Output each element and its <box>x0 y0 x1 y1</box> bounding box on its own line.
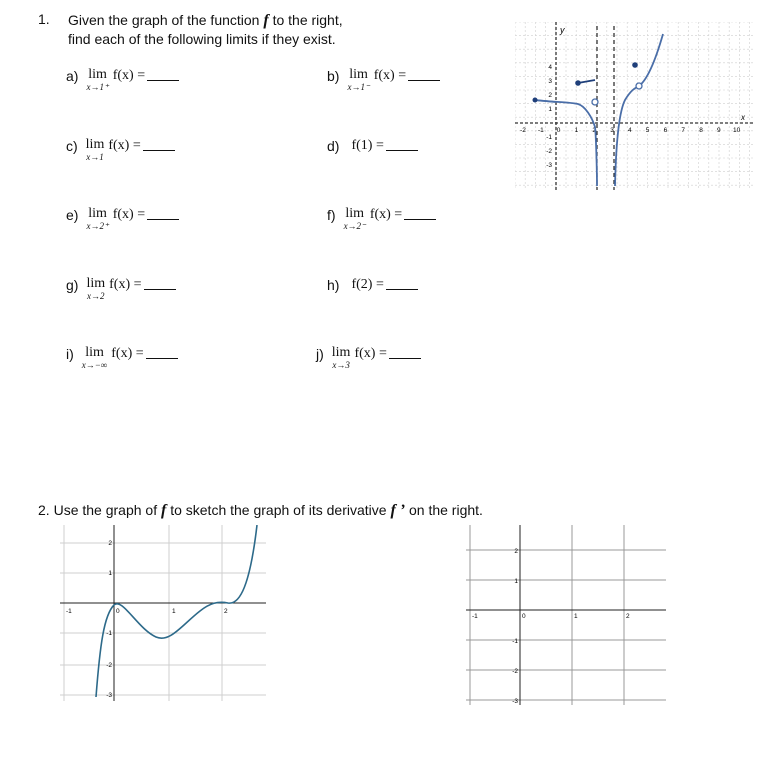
limit-operator <box>82 346 107 370</box>
y-tick-label: -2 <box>106 662 112 669</box>
x-tick-label: 10 <box>732 127 741 134</box>
answer-blank[interactable] <box>146 346 178 359</box>
x-tick-label: 0 <box>556 127 561 134</box>
part-label: h) <box>327 277 340 293</box>
x-tick-label: 0 <box>116 608 120 615</box>
y-tick-label: -2 <box>512 668 518 675</box>
graph-limits-y-label: y <box>560 25 565 35</box>
y-tick-label: -1 <box>546 134 552 141</box>
y-tick-label: -3 <box>512 698 518 705</box>
answer-blank[interactable] <box>408 68 440 81</box>
limit-word: lim <box>349 67 368 82</box>
limit-word: lim <box>85 345 104 360</box>
answer-blank[interactable] <box>147 68 179 81</box>
y-tick-label: -3 <box>546 162 552 169</box>
x-tick-label: -1 <box>537 127 544 134</box>
q1-part <box>66 346 178 370</box>
graph-limits-filled-point-upper <box>575 80 581 86</box>
part-expression: f(x) = <box>109 277 142 292</box>
graph-f <box>60 525 266 701</box>
part-expression: f(x) = <box>373 68 407 83</box>
q2-text-pre: Use the graph of <box>53 502 158 518</box>
q2-prompt <box>38 501 598 520</box>
x-tick-label: 1 <box>574 127 579 134</box>
x-tick-label: 2 <box>626 613 630 620</box>
graph-f-tick-labels <box>66 540 228 699</box>
answer-blank[interactable] <box>386 277 418 290</box>
graph-limits-x-label: x <box>741 113 745 122</box>
x-tick-label: -1 <box>472 613 478 620</box>
q1-part <box>66 138 175 162</box>
limit-word: lim <box>345 206 365 221</box>
q1-part <box>66 68 179 92</box>
q2-text-mid: to sketch the graph of its derivative <box>170 502 387 518</box>
part-label: j) <box>316 346 324 362</box>
q1-text-line1: Given the graph of the function <box>68 12 260 28</box>
q1-part <box>316 346 421 370</box>
q2-text-end: on the right. <box>408 502 483 518</box>
part-label: a) <box>66 68 79 84</box>
q1-part <box>327 207 436 231</box>
y-tick-label: 1 <box>108 570 112 577</box>
graph-derivative-tick-labels <box>472 548 630 705</box>
y-tick-label: 1 <box>548 106 552 113</box>
answer-blank[interactable] <box>144 277 176 290</box>
part-label: d) <box>327 138 340 154</box>
q1-part <box>327 138 418 154</box>
part-label: i) <box>66 346 74 362</box>
x-tick-label: 2 <box>224 608 228 615</box>
x-tick-label: 0 <box>522 613 526 620</box>
q1-part <box>327 68 440 92</box>
q1-text-line2: find each of the following limits if they exist. <box>68 31 336 47</box>
x-tick-label: 6 <box>663 127 668 134</box>
y-tick-label: 2 <box>548 92 552 99</box>
part-expression: f(x) = <box>112 68 146 83</box>
x-tick-label: 5 <box>645 127 650 134</box>
answer-blank[interactable] <box>389 346 421 359</box>
part-expression: f(x) = <box>354 346 387 361</box>
x-tick-label: -2 <box>520 127 526 134</box>
y-tick-label: 1 <box>514 578 518 585</box>
limit-word: lim <box>331 345 351 360</box>
limit-operator <box>86 207 108 231</box>
limit-subscript: x→2⁻ <box>343 221 366 231</box>
part-label: b) <box>327 68 340 84</box>
x-tick-label: -1 <box>66 608 72 615</box>
x-tick-label: 7 <box>681 127 686 134</box>
y-tick-label: 2 <box>108 540 112 547</box>
part-expression: f(x) = <box>112 207 146 222</box>
part-label: g) <box>66 277 79 293</box>
graph-limits-curve-right <box>615 34 663 186</box>
part-label: c) <box>66 138 78 154</box>
y-tick-label: -1 <box>512 638 518 645</box>
x-tick-label: 9 <box>716 127 721 134</box>
limit-operator <box>86 138 105 162</box>
q2-number: 2. <box>38 502 50 518</box>
q1-text-line1-end: to the right, <box>272 12 343 28</box>
graph-f-curve <box>96 525 257 697</box>
x-tick-label: 4 <box>627 127 632 134</box>
limit-operator <box>347 68 369 92</box>
limit-operator <box>332 346 351 370</box>
q1-function-name: f <box>263 12 269 29</box>
graph-limits-tick-labels <box>520 64 740 169</box>
graph-limits-filled-point-left <box>533 98 538 103</box>
limit-subscript: x→3 <box>332 360 350 370</box>
x-tick-label: 3 <box>610 127 614 134</box>
graph-limits-open-point-right <box>636 83 642 89</box>
part-expression: f(1) = <box>351 138 384 153</box>
answer-blank[interactable] <box>386 138 418 151</box>
q1-part <box>66 207 179 231</box>
part-expression: f(x) = <box>369 207 403 222</box>
limit-operator <box>344 207 366 231</box>
q1-part <box>66 277 176 301</box>
y-tick-label: -2 <box>546 148 552 155</box>
limit-word: lim <box>86 276 106 291</box>
part-label: f) <box>327 207 336 223</box>
limit-subscript: x→−∞ <box>81 360 108 370</box>
answer-blank[interactable] <box>143 138 175 151</box>
graph-limits <box>515 22 755 190</box>
part-expression: f(2) = <box>351 277 384 292</box>
q1-part <box>327 277 418 293</box>
q1-prompt <box>68 11 408 48</box>
limit-subscript: x→1⁺ <box>86 82 109 92</box>
q1-number: 1. <box>38 11 50 27</box>
q2-function-name: f <box>160 502 167 519</box>
y-tick-label: 3 <box>548 78 552 85</box>
limit-subscript: x→2 <box>87 291 105 301</box>
y-tick-label: 4 <box>548 64 552 71</box>
y-tick-label: -3 <box>106 692 112 699</box>
graph-derivative-grid <box>466 525 666 705</box>
answer-blank[interactable] <box>404 207 436 220</box>
limit-subscript: x→2⁺ <box>86 221 109 231</box>
q2-derivative-name: f ’ <box>390 502 406 519</box>
limit-operator <box>86 277 105 301</box>
graph-f-grid <box>60 525 266 701</box>
x-tick-label: 8 <box>699 127 703 134</box>
limit-operator <box>86 68 108 92</box>
graph-limits-open-point <box>592 99 598 105</box>
part-expression: f(x) = <box>108 138 141 153</box>
x-tick-label: 2 <box>592 127 597 134</box>
limit-subscript: x→1 <box>86 152 104 162</box>
limit-word: lim <box>88 206 107 221</box>
y-tick-label: 2 <box>514 548 518 555</box>
part-expression: f(x) = <box>111 346 144 361</box>
x-tick-label: 1 <box>172 608 176 615</box>
limit-subscript: x→1⁻ <box>347 82 370 92</box>
x-tick-label: 1 <box>574 613 578 620</box>
answer-blank[interactable] <box>147 207 179 220</box>
y-tick-label: -1 <box>106 630 112 637</box>
limit-word: lim <box>88 67 107 82</box>
limit-word: lim <box>85 137 105 152</box>
graph-limits-segment-middle <box>535 100 555 102</box>
graph-derivative <box>466 525 666 705</box>
graph-limits-filled-point-right <box>632 62 638 68</box>
part-label: e) <box>66 207 79 223</box>
